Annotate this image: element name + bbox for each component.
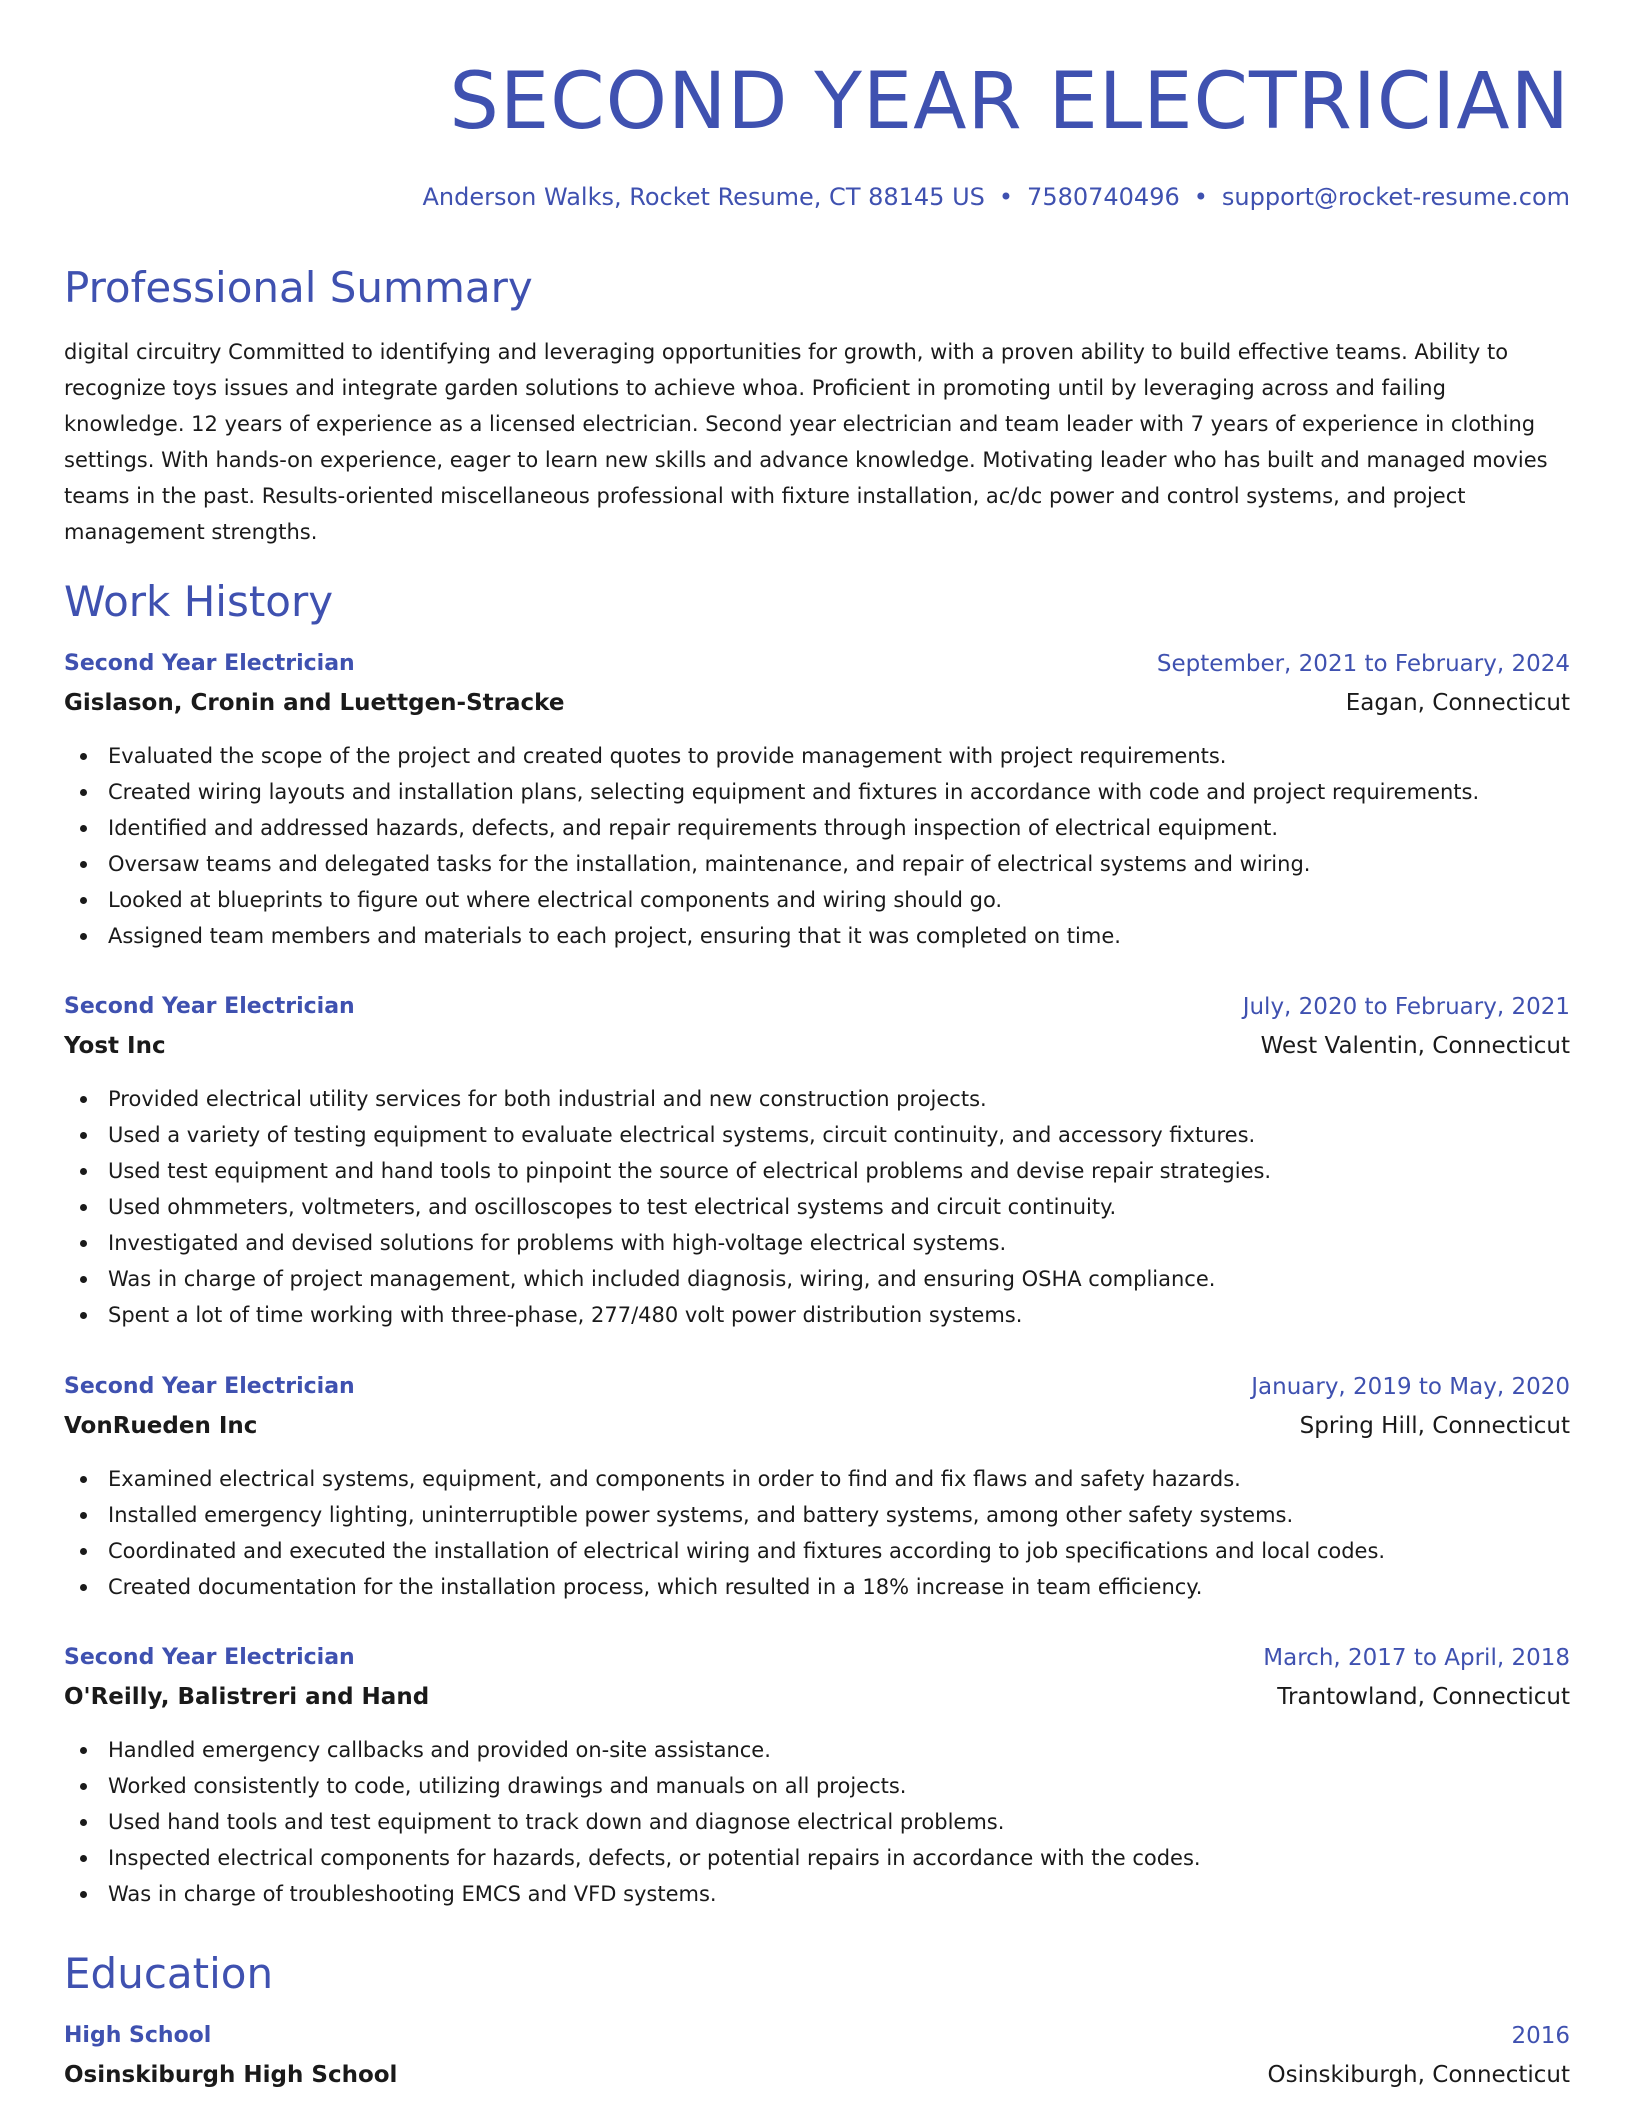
job-bullet: Assigned team members and materials to each project, ensuring that it was completed on time.	[64, 918, 1570, 954]
job-bullet: Examined electrical systems, equipment, and components in order to find and fix flaws and safety hazards.	[64, 1461, 1570, 1497]
education-entry	[64, 2018, 1570, 2096]
job-bullet: Was in charge of project management, which included diagnosis, wiring, and ensuring OSHA compliance.	[64, 1261, 1570, 1297]
job-dates: January, 2019 to May, 2020	[1251, 1374, 1570, 1400]
job-entry	[64, 646, 1570, 954]
job-entry	[64, 1640, 1570, 1912]
job-company-row	[64, 685, 1570, 724]
job-bullet: Was in charge of troubleshooting EMCS and VFD systems.	[64, 1876, 1570, 1912]
education-degree: High School	[64, 2023, 212, 2048]
job-title: Second Year Electrician	[64, 651, 355, 676]
job-bullet: Created wiring layouts and installation plans, selecting equipment and fixtures in accordance with code and project requirements.	[64, 774, 1570, 810]
job-company-row	[64, 1679, 1570, 1718]
job-bullet: Looked at blueprints to figure out where electrical components and wiring should go.	[64, 882, 1570, 918]
job-bullet: Evaluated the scope of the project and created quotes to provide management with project requirements.	[64, 738, 1570, 774]
job-dates: July, 2020 to February, 2021	[1242, 994, 1570, 1020]
job-company-row	[64, 1028, 1570, 1067]
job-location: Eagan, Connecticut	[1345, 690, 1570, 716]
job-company-row	[64, 1408, 1570, 1447]
job-company: Yost Inc	[64, 1033, 166, 1059]
job-location: Spring Hill, Connecticut	[1299, 1413, 1570, 1439]
contact-address: Anderson Walks, Rocket Resume, CT 88145 US	[422, 183, 985, 211]
job-title: Second Year Electrician	[64, 994, 355, 1019]
education-location: Osinskiburgh, Connecticut	[1267, 2062, 1570, 2088]
job-bullets	[64, 738, 1570, 954]
education-year: 2016	[1511, 2023, 1570, 2049]
resume-title: SECOND YEAR ELECTRICIAN	[449, 57, 1570, 147]
job-bullet: Used a variety of testing equipment to evaluate electrical systems, circuit continuity, and accessory fixtures.	[64, 1117, 1570, 1153]
job-bullet: Installed emergency lighting, uninterruptible power systems, and battery systems, among other safety systems.	[64, 1497, 1570, 1533]
education-school: Osinskiburgh High School	[64, 2062, 398, 2088]
job-dates: September, 2021 to February, 2024	[1156, 651, 1570, 677]
education-heading: Education	[64, 1949, 274, 1998]
job-company: O'Reilly, Balistreri and Hand	[64, 1684, 430, 1710]
resume-page	[64, 0, 1570, 2112]
job-bullet: Used ohmmeters, voltmeters, and oscilloscopes to test electrical systems and circuit continuity.	[64, 1189, 1570, 1225]
job-bullet: Used test equipment and hand tools to pinpoint the source of electrical problems and devise repair strategies.	[64, 1153, 1570, 1189]
summary-heading: Professional Summary	[64, 263, 533, 312]
education-header-row	[64, 2018, 1570, 2057]
job-bullets	[64, 1461, 1570, 1605]
job-header-row	[64, 646, 1570, 685]
contact-email: support@rocket-resume.com	[1221, 183, 1570, 211]
job-bullets	[64, 1732, 1570, 1912]
job-location: Trantowland, Connecticut	[1277, 1684, 1570, 1710]
job-bullet: Coordinated and executed the installation of electrical wiring and fixtures according to job specifications and local codes.	[64, 1533, 1570, 1569]
job-location: West Valentin, Connecticut	[1260, 1033, 1570, 1059]
summary-text: digital circuitry Committed to identifying and leveraging opportunities for growth, with a proven ability to build effective teams. Ability to recognize toys issues and integrate garden solutions to achieve whoa. Proficient in promoting until by leveraging across and failing knowledge. 12 years of experience as a licensed electrician. Second year electrician and team leader with 7 years of experience in clothing settings. With hands-on experience, eager to learn new skills and advance knowledge. Motivating leader who has built and managed movies teams in the past. Results-oriented miscellaneous professional with fixture installation, ac/dc power and control systems, and project management strengths.	[64, 340, 1548, 544]
contact-line	[423, 180, 1571, 214]
contact-separator: •	[998, 183, 1014, 211]
contact-phone: 7580740496	[1027, 183, 1180, 211]
job-bullet: Created documentation for the installation process, which resulted in a 18% increase in team efficiency.	[64, 1569, 1570, 1605]
contact-separator: •	[1193, 183, 1208, 211]
job-bullet: Provided electrical utility services for both industrial and new construction projects.	[64, 1081, 1570, 1117]
job-bullet: Identified and addressed hazards, defects, and repair requirements through inspection of electrical equipment.	[64, 810, 1570, 846]
job-bullet: Used hand tools and test equipment to track down and diagnose electrical problems.	[64, 1804, 1570, 1840]
job-header-row	[64, 1369, 1570, 1408]
job-company: VonRueden Inc	[64, 1413, 258, 1439]
work-history-heading: Work History	[64, 577, 334, 626]
job-bullet: Investigated and devised solutions for problems with high-voltage electrical systems.	[64, 1225, 1570, 1261]
job-entry	[64, 1369, 1570, 1605]
job-company: Gislason, Cronin and Luettgen-Stracke	[64, 690, 565, 716]
job-bullet: Oversaw teams and delegated tasks for the installation, maintenance, and repair of electrical systems and wiring.	[64, 846, 1570, 882]
job-bullet: Worked consistently to code, utilizing drawings and manuals on all projects.	[64, 1768, 1570, 1804]
job-bullets	[64, 1081, 1570, 1333]
job-dates: March, 2017 to April, 2018	[1263, 1645, 1570, 1671]
job-header-row	[64, 989, 1570, 1028]
education-school-row	[64, 2057, 1570, 2096]
job-header-row	[64, 1640, 1570, 1679]
job-title: Second Year Electrician	[64, 1374, 355, 1399]
job-title: Second Year Electrician	[64, 1645, 355, 1670]
job-entry	[64, 989, 1570, 1333]
job-bullet: Inspected electrical components for hazards, defects, or potential repairs in accordance with the codes.	[64, 1840, 1570, 1876]
job-bullet: Spent a lot of time working with three-phase, 277/480 volt power distribution systems.	[64, 1297, 1570, 1333]
job-bullet: Handled emergency callbacks and provided on-site assistance.	[64, 1732, 1570, 1768]
